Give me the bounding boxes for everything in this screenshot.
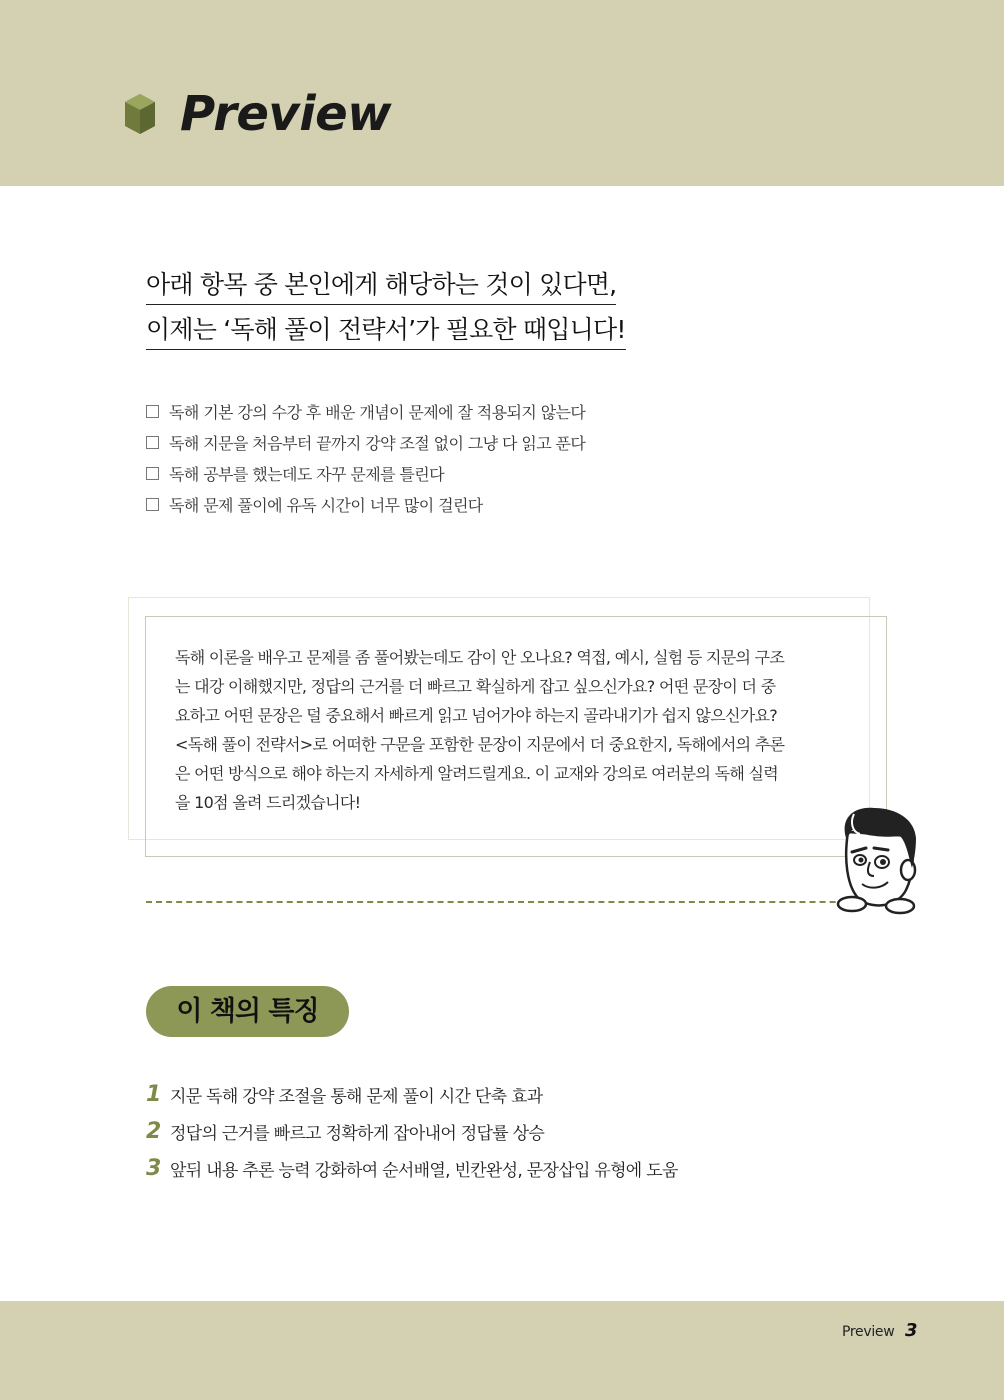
feature-number: 2 [146,1119,162,1144]
footer-band [0,1301,1004,1400]
checklist-item[interactable] [146,458,585,489]
checklist-item[interactable] [146,427,585,458]
description-line: 는 대강 이해했지만, 정답의 근거를 더 빠르고 확실하게 잡고 싶으신가요? 어떤 문장이 더 중 [175,677,776,696]
description-line: 을 10점 올려 드리겠습니다! [175,793,361,812]
checkbox[interactable] [146,436,159,449]
checklist [146,396,585,520]
intro-line-1: 아래 항목 중 본인에게 해당하는 것이 있다면, [146,268,616,305]
hexagon-icon [124,93,156,135]
feature-text: 앞뒤 내용 추론 능력 강화하여 순서배열, 빈칸완성, 문장삽입 유형에 도움 [170,1161,678,1181]
description-line: 독해 이론을 배우고 문제를 좀 풀어봤는데도 감이 안 오나요? 역접, 예시, 실험 등 지문의 구조 [175,648,785,667]
dashed-divider [146,901,906,903]
feature-number: 1 [146,1082,162,1107]
checkbox[interactable] [146,405,159,418]
description-line: 은 어떤 방식으로 해야 하는지 자세하게 알려드릴게요. 이 교재와 강의로 여러분의 독해 실력 [175,764,778,783]
checklist-item-label: 독해 문제 풀이에 유독 시간이 너무 많이 걸린다 [169,496,483,515]
checklist-item-label: 독해 지문을 처음부터 끝까지 강약 조절 없이 그냥 다 읽고 푼다 [169,434,586,453]
description-text [175,643,825,817]
description-line: 요하고 어떤 문장은 덜 중요해서 빠르게 읽고 넘어가야 하는지 골라내기가 쉽지 않으신가요? [175,706,778,725]
checklist-item-label: 독해 공부를 했는데도 자꾸 문제를 틀린다 [169,465,444,484]
features-title-badge: 이 책의 특징 [146,986,349,1037]
features-list [146,1076,678,1187]
feature-text: 지문 독해 강약 조절을 통해 문제 풀이 시간 단축 효과 [170,1087,543,1107]
checklist-item-label: 독해 기본 강의 수강 후 배운 개념이 문제에 잘 적용되지 않는다 [169,403,586,422]
feature-number: 3 [146,1156,162,1181]
description-line: <독해 풀이 전략서>로 어떠한 구문을 포함한 문장이 지문에서 더 중요한지, 독해에서의 추론 [175,735,785,754]
feature-item [146,1113,678,1150]
checkbox[interactable] [146,467,159,480]
page-title: Preview [180,86,392,142]
feature-item [146,1076,678,1113]
footer-section-label: Preview [842,1324,895,1340]
cartoon-character-icon [830,802,922,916]
page-number: 3 [905,1320,918,1341]
checkbox[interactable] [146,498,159,511]
checklist-item[interactable] [146,396,585,427]
intro-line-2: 이제는 ‘독해 풀이 전략서’가 필요한 때입니다! [146,313,626,350]
feature-text: 정답의 근거를 빠르고 정확하게 잡아내어 정답률 상승 [170,1124,545,1144]
feature-item [146,1150,678,1187]
checklist-item[interactable] [146,489,585,520]
